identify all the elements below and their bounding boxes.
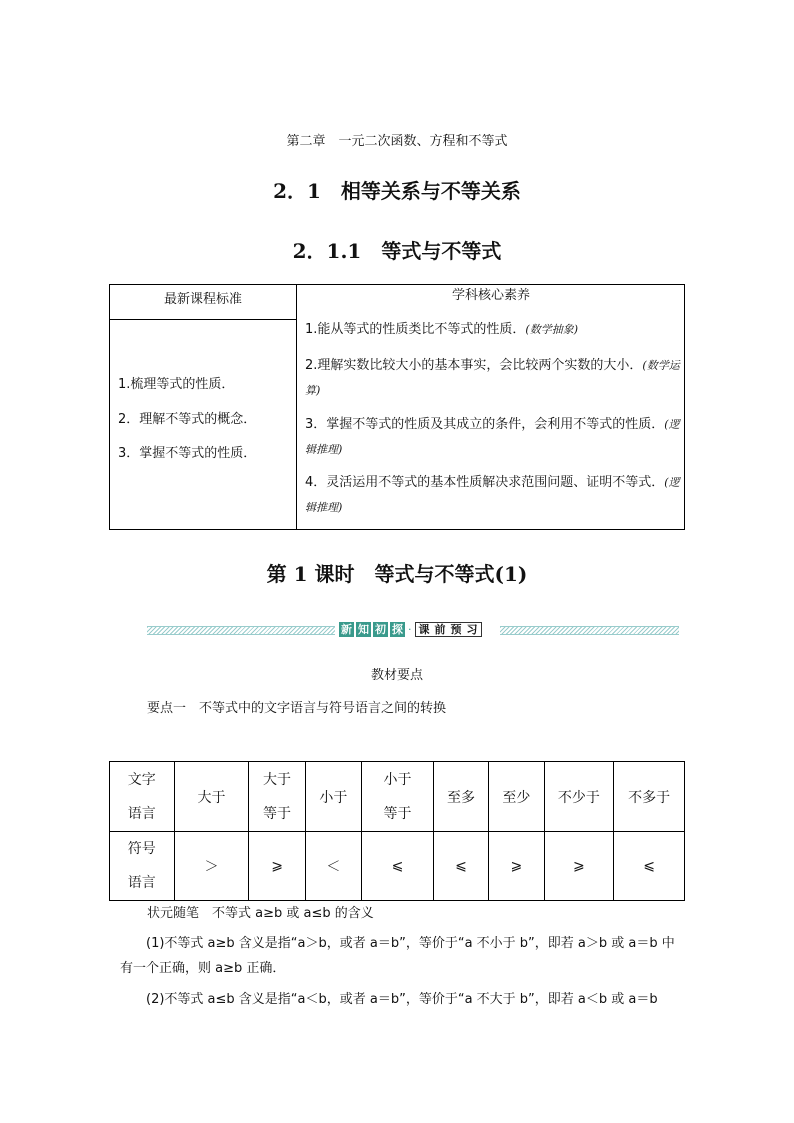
literacy-tag: (逻辑推理) <box>305 476 680 514</box>
chapter-title: 第二章 一元二次函数、方程和不等式 <box>286 134 508 149</box>
banner-sub-char: 前 <box>434 623 446 636</box>
standards-right-header: 学科核心素养 <box>451 288 530 303</box>
subsection-title: 2．1.1 等式与不等式 <box>292 239 502 263</box>
literacy-tag: (数学抽象) <box>525 323 578 336</box>
symbol-cell: ＜ <box>305 832 361 901</box>
word-cell: 小于 <box>305 762 361 832</box>
standard-item: 1.梳理等式的性质． <box>118 377 235 392</box>
literacy-item <box>305 470 680 520</box>
banner-char: 探 <box>392 623 403 636</box>
banner-sub-char: 预 <box>450 623 462 636</box>
banner-char: 知 <box>358 623 369 636</box>
symbol-cell: ⩽ <box>614 832 685 901</box>
banner-decoration <box>500 626 679 635</box>
key-points-title: 教材要点 <box>370 668 423 683</box>
word-cell: 不多于 <box>614 762 685 832</box>
symbol-cell: ⩾ <box>489 832 544 901</box>
symbol-cell: ⩾ <box>249 832 305 901</box>
literacy-text: 4．灵活运用不等式的基本性质解决求范围问题、证明不等式． <box>305 475 665 490</box>
word-cell: 至多 <box>433 762 488 832</box>
literacy-text: 1.能从等式的性质类比不等式的性质． <box>305 322 526 337</box>
note-paragraph: (2)不等式 a≤b 含义是指“a＜b，或者 a＝b”，等价于“a 不大于 b”，即若 a＜b 或 a＝b <box>146 992 658 1007</box>
literacy-item <box>305 317 680 342</box>
word-cell: 小于 等于 <box>362 762 434 832</box>
word-cell: 至少 <box>489 762 544 832</box>
symbol-cell: ⩽ <box>433 832 488 901</box>
point-heading: 要点一 不等式中的文字语言与符号语言之间的转换 <box>147 701 447 716</box>
table-divider <box>110 319 296 320</box>
section-title: 2．1 相等关系与不等关系 <box>273 179 521 203</box>
word-cell: 大于 <box>174 762 249 832</box>
banner-sub-char: 课 <box>418 623 430 636</box>
note-paragraph: (1)不等式 a≥b 含义是指“a＞b，或者 a＝b”，等价于“a 不小于 b”，即若 a＞b 或 a＝b 中有一个正确，则 a≥b 正确． <box>120 936 675 976</box>
symbol-cell: ⩾ <box>544 832 614 901</box>
literacy-item <box>305 412 680 462</box>
note-title: 状元随笔 不等式 a≥b 或 a≤b 的含义 <box>147 906 374 921</box>
literacy-tag: (数学运算) <box>305 359 680 397</box>
row-header-words: 文字 语言 <box>110 762 175 832</box>
standard-item: 2．理解不等式的概念． <box>118 412 257 427</box>
banner-label <box>339 622 482 637</box>
banner-sub-char: 习 <box>466 623 478 636</box>
standards-left-header: 最新课程标准 <box>163 292 242 307</box>
row-header-symbols: 符号 语言 <box>110 832 175 901</box>
banner-decoration <box>147 626 335 635</box>
symbol-language-table <box>109 761 685 901</box>
word-cell: 大于 等于 <box>249 762 305 832</box>
lesson-title: 第 1 课时 等式与不等式(1) <box>266 562 528 586</box>
banner-char: 新 <box>341 623 352 636</box>
standards-table <box>109 284 685 530</box>
banner-sub-label <box>415 622 482 637</box>
literacy-item <box>305 353 680 403</box>
section-banner <box>147 622 679 637</box>
standard-item: 3．掌握不等式的性质． <box>118 446 257 461</box>
symbol-cell: ⩽ <box>362 832 434 901</box>
literacy-text: 2.理解实数比较大小的基本事实，会比较两个实数的大小． <box>305 358 643 373</box>
literacy-text: 3．掌握不等式的性质及其成立的条件，会利用不等式的性质． <box>305 417 665 432</box>
symbol-cell: ＞ <box>174 832 249 901</box>
table-divider <box>296 285 297 529</box>
literacy-tag: (逻辑推理) <box>305 418 680 456</box>
word-cell: 不少于 <box>544 762 614 832</box>
banner-char: 初 <box>375 623 386 636</box>
banner-separator: · <box>408 623 412 636</box>
